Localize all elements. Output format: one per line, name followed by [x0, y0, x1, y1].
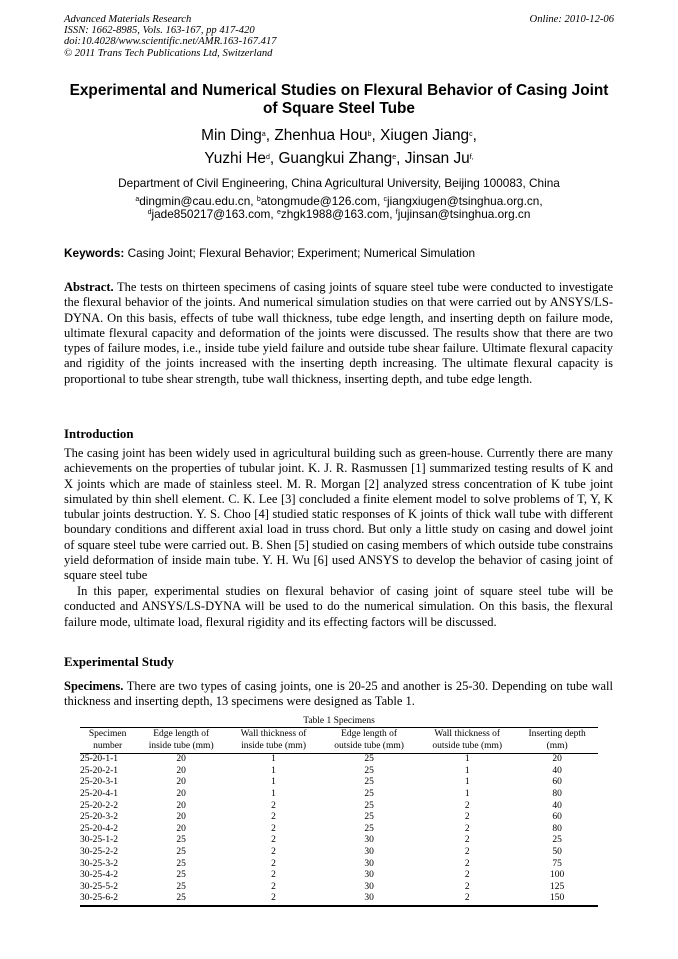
table-cell: 30-25-3-2 — [80, 858, 118, 869]
table-cell: 30-25-4-2 — [80, 870, 118, 881]
table-cell: 2 — [271, 846, 276, 857]
table-cell: 2 — [271, 870, 276, 881]
column-header-line: Inserting depth — [528, 729, 586, 739]
table-cell: 25 — [364, 812, 374, 823]
table-cell: 25 — [364, 800, 374, 811]
table-row — [80, 882, 598, 894]
table-cell: 25 — [176, 893, 186, 904]
table-cell: 30 — [364, 858, 374, 869]
table-row — [80, 859, 598, 871]
table-cell: 60 — [552, 777, 562, 788]
specimens-label: Specimens. — [64, 679, 124, 693]
table-header-row — [80, 728, 598, 754]
table-cell: 2 — [271, 858, 276, 869]
emails — [64, 195, 614, 221]
table-cell: 20 — [176, 788, 186, 799]
table-cell: 20 — [552, 754, 562, 765]
table-cell: 25 — [364, 777, 374, 788]
table-cell: 25 — [552, 835, 562, 846]
table-cell: 2 — [464, 893, 470, 904]
specimens-text: There are two types of casing joints, one is 20-25 and another is 25-30. Depending on tube wall thickness and inserting depth, 13 specimens were designed as Table 1. — [64, 679, 613, 709]
table-cell: 30-25-6-2 — [80, 893, 118, 904]
abstract-label: Abstract. — [64, 280, 114, 294]
table-row — [80, 789, 598, 801]
table-cell: 20 — [176, 812, 186, 823]
table-cell: 30 — [364, 846, 374, 857]
copyright: © 2011 Trans Tech Publications Ltd, Switzerland — [64, 47, 273, 59]
intro-paragraph-1: The casing joint has been widely used in agricultural building such as green-house. Currently there are many achievements on the properties of tubular joint. K. J. R. Rasmussen [1] summarized testing results of K and X joints which are made of stainless steel. M. R. Morgan [2] analyzed stress concentration of K tube joint simulated by thin shell element. C. K. Lee [3] concluded a finite element model to solve problems of T, Y, K tubular joints destruction. Y. S. Choo [4] studied static responses of K joints of thick wall tube with different boundary conditions and different axial load in truss chord. But only a little study on casing and dowel joint of square steel tube were carried out. B. Shen [5] studied on casing members of which outside tube constrains yield deformation of inside main tube. Y. H. Wu [6] used ANSYS to develop the behavior of casing joint of square steel tube — [64, 446, 613, 583]
table-cell: 20 — [176, 765, 186, 776]
table-cell: 30 — [364, 893, 374, 904]
email[interactable]: jujinsan@tsinghua.org.cn — [397, 207, 531, 221]
table-cell: 1 — [464, 765, 470, 776]
table-cell: 25 — [176, 870, 186, 881]
column-header-line: outside tube (mm) — [334, 740, 404, 751]
column-header — [227, 728, 320, 754]
authors: Min Ding$^a$, Zhenhua Hou$^b$, Xiugen Jiang$^c$, Yuzhi He$^d$, Guangkui Zhang$^e$, Jinsan $Ju^{f,}$ — [201, 127, 477, 167]
table-cell: 25 — [176, 858, 186, 869]
column-header-line: inside tube (mm) — [148, 740, 214, 751]
table-cell: 2 — [271, 800, 276, 811]
author: Min Ding — [201, 127, 262, 144]
table-cell: 25-20-2-2 — [80, 800, 118, 811]
table-cell: 60 — [552, 812, 562, 823]
table-cell: 2 — [464, 823, 470, 834]
table-cell: 25-20-3-1 — [80, 777, 118, 788]
table-cell: 125 — [550, 881, 565, 892]
journal-name: Advanced Materials Research — [64, 14, 192, 25]
table-cell: 20 — [176, 754, 186, 765]
introduction-heading: Introduction — [64, 427, 134, 441]
column-header-line: (mm) — [546, 740, 568, 751]
table-row — [80, 824, 598, 836]
doi: doi:10.4028/www.scientific.net/AMR.163-167.417 — [64, 36, 277, 48]
column-header-line: Specimen — [88, 729, 127, 739]
keywords-label: Keywords: — [64, 246, 125, 260]
table-cell: 40 — [552, 800, 562, 811]
table-cell: 75 — [552, 858, 562, 869]
table-cell: 25-20-4-1 — [80, 788, 118, 799]
table-cell: 2 — [271, 823, 276, 834]
author: Xiugen Jiang — [380, 127, 470, 144]
table-cell: 25 — [176, 846, 186, 857]
affiliation: Department of Civil Engineering, China Agricultural University, Beijing 100083, China — [118, 176, 560, 190]
author-sup: f, — [469, 154, 474, 161]
email[interactable]: zhgk1988@163.com, — [280, 207, 396, 221]
table-cell: 1 — [271, 788, 276, 799]
author-sup: a — [261, 131, 266, 138]
table-row — [80, 777, 598, 789]
journal-header — [64, 14, 277, 59]
issn: ISSN: 1662-8985, Vols. 163-167, pp 417-420 — [64, 25, 255, 37]
specimens-table — [80, 727, 598, 907]
table-cell: 30 — [364, 835, 374, 846]
table-row — [80, 893, 598, 906]
table-cell: 20 — [176, 823, 186, 834]
author: Jinsan Ju — [404, 150, 470, 167]
table-cell: 2 — [464, 870, 470, 881]
table-cell: 25 — [176, 835, 186, 846]
table-cell: 25-20-1-1 — [80, 754, 118, 765]
table-cell: 2 — [464, 881, 470, 892]
table-cell: 25 — [364, 788, 374, 799]
table-cell: 2 — [271, 835, 276, 846]
author-sup: d — [265, 154, 270, 161]
email-sup: a — [135, 196, 140, 203]
email-sup: f — [395, 209, 398, 216]
table-cell: 30-25-2-2 — [80, 846, 118, 857]
column-header — [80, 728, 135, 754]
table-cell: 2 — [464, 858, 470, 869]
table-row — [80, 754, 598, 766]
table-cell: 80 — [552, 788, 562, 799]
email[interactable]: dingmin@cau.edu.cn, — [139, 194, 257, 208]
column-header — [320, 728, 418, 754]
column-header-line: Wall thickness of — [434, 729, 501, 739]
table-cell: 30 — [364, 881, 374, 892]
table-cell: 2 — [271, 881, 276, 892]
experimental-heading: Experimental Study — [64, 655, 174, 669]
table-cell: 1 — [464, 788, 470, 799]
email[interactable]: jade850217@163.com, — [151, 207, 277, 221]
specimens-paragraph — [64, 679, 613, 710]
table-row — [80, 801, 598, 813]
online-date: Online: 2010-12-06 — [529, 14, 614, 25]
paper-title: Experimental and Numerical Studies on Flexural Behavior of Casing Joint of Square Steel Tube — [69, 82, 609, 117]
intro-paragraph-2: In this paper, experimental studies on flexural behavior of casing joint of square steel tube will be conducted and ANSYS/LS-DYNA will be used to do the numerical simulation. On this basis, the flexural failure mode, ultimate load, flexural rigidity and its effecting factors will be discussed. — [64, 584, 613, 629]
table-cell: 150 — [550, 893, 565, 904]
table-cell: 25-20-2-1 — [80, 765, 118, 776]
email[interactable]: atongmude@126.com, — [260, 194, 384, 208]
author-sup: b — [367, 131, 372, 138]
table-cell: 25 — [364, 754, 374, 765]
table-caption: Table 1 Specimens — [303, 716, 375, 726]
table-cell: 1 — [271, 777, 276, 788]
email-sup: e — [276, 209, 281, 216]
table-cell: 2 — [464, 800, 470, 811]
author: Zhenhua Hou — [274, 127, 368, 144]
keywords-text: Casing Joint; Flexural Behavior; Experiment; Numerical Simulation — [124, 246, 476, 260]
table-cell: 30 — [364, 870, 374, 881]
table-cell: 2 — [464, 835, 470, 846]
column-header — [516, 728, 598, 754]
column-header-line: Edge length of — [153, 729, 210, 739]
table-cell: 2 — [271, 893, 276, 904]
table-cell: 50 — [552, 846, 562, 857]
table-row — [80, 870, 598, 882]
table-cell: 2 — [464, 812, 470, 823]
email-sup: d — [147, 209, 152, 216]
table-cell: 25 — [364, 823, 374, 834]
table-cell: 80 — [552, 823, 562, 834]
table-cell: 40 — [552, 765, 562, 776]
table-cell: 30-25-5-2 — [80, 881, 118, 892]
author: Yuzhi He — [204, 150, 266, 167]
table-row — [80, 847, 598, 859]
author-sup: e — [392, 154, 397, 161]
table-cell: 25-20-3-2 — [80, 812, 118, 823]
table-cell: 25 — [176, 881, 186, 892]
table-cell: 2 — [271, 812, 276, 823]
table-cell: 1 — [271, 765, 276, 776]
table-cell: 25-20-4-2 — [80, 823, 118, 834]
abstract — [64, 280, 613, 387]
table-cell: 1 — [464, 777, 470, 788]
table-cell: 2 — [464, 846, 470, 857]
table-row — [80, 766, 598, 778]
table-cell: 20 — [176, 777, 186, 788]
column-header-line: outside tube (mm) — [432, 740, 503, 751]
email[interactable]: jiangxiugen@tsinghua.org.cn, — [387, 194, 543, 208]
table-cell: 30-25-1-2 — [80, 835, 118, 846]
table-cell: 1 — [271, 754, 276, 765]
column-header-line: number — [93, 740, 123, 751]
table-cell: 100 — [550, 870, 565, 881]
email-sup: b — [256, 196, 261, 203]
table-row — [80, 812, 598, 824]
table-cell: 25 — [364, 765, 374, 776]
column-header-line: inside tube (mm) — [241, 740, 306, 751]
author-sup: c — [469, 131, 473, 138]
column-header — [418, 728, 516, 754]
column-header — [135, 728, 227, 754]
table-cell: 1 — [464, 754, 470, 765]
table-cell: 20 — [176, 800, 186, 811]
column-header-line: Edge length of — [341, 729, 398, 739]
abstract-text: The tests on thirteen specimens of casing joints of square steel tube were conducted to investigate the flexural behavior of the joints. And numerical simulation studies on that were carried out by ANSYS/LS-DYNA. On this basis, effects of tube wall thickness, tube edge length, and inserting depth on failure mode, ultimate flexural capacity and deformation of the joints were discussed. The results show that there are two types of failure modes, i.e., inside tube yield failure and outside tube shear failure. Ultimate flexural capacity and rigidity of the joints increased with the inserting depth increasing. The ultimate flexural capacity is proportional to tube shear strength, tube wall thickness, inserting depth, and tube edge length. — [64, 280, 613, 386]
author: Guangkui Zhang — [278, 150, 393, 167]
table-row — [80, 835, 598, 847]
email-sup: c — [383, 196, 388, 203]
keywords — [64, 246, 614, 260]
column-header-line: Wall thickness of — [240, 729, 307, 739]
